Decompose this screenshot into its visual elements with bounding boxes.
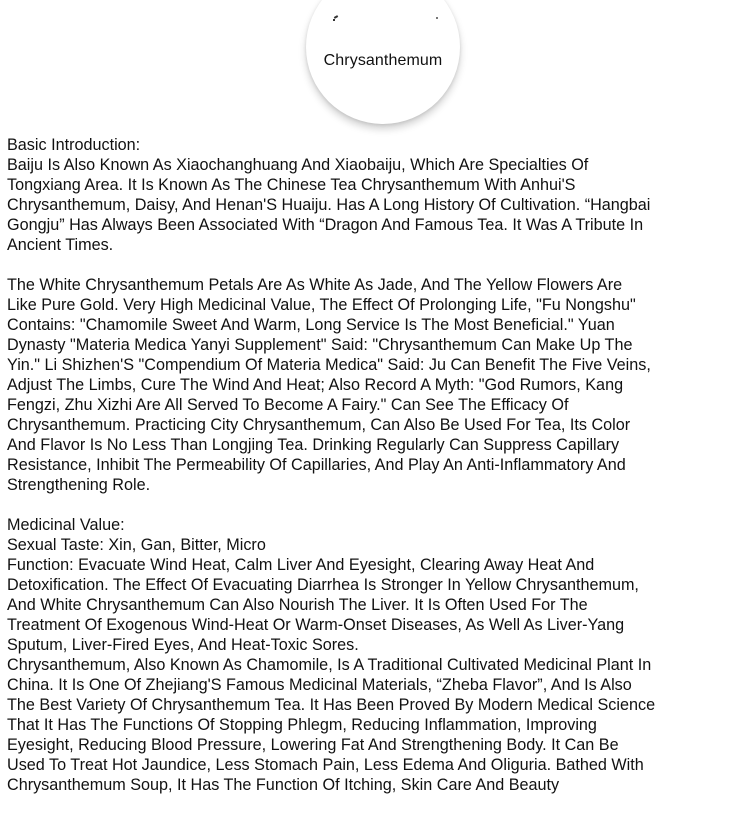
article-body xyxy=(7,135,745,795)
text-line: Detoxification. The Effect Of Evacuating Diarrhea Is Stronger In Yellow Chrysanthemum, xyxy=(7,576,639,594)
paragraph-spacer xyxy=(7,495,745,515)
text-line: Eyesight, Reducing Blood Pressure, Lowering Fat And Strengthening Body. It Can Be xyxy=(7,736,619,754)
text-line: Dynasty "Materia Medica Yanyi Supplement" Said: "Chrysanthemum Can Make Up The xyxy=(7,336,633,354)
text-line: The White Chrysanthemum Petals Are As White As Jade, And The Yellow Flowers Are xyxy=(7,276,623,294)
text-line: Adjust The Limbs, Cure The Wind And Heat; Also Record A Myth: "God Rumors, Kang xyxy=(7,376,624,394)
text-line: Chrysanthemum, Also Known As Chamomile, Is A Traditional Cultivated Medicinal Plant In xyxy=(7,656,652,674)
text-line: Like Pure Gold. Very High Medicinal Value, The Effect Of Prolonging Life, "Fu Nongshu" xyxy=(7,296,636,314)
speck-mark xyxy=(436,17,438,19)
text-line: And White Chrysanthemum Can Also Nourish The Liver. It Is Often Used For The xyxy=(7,596,588,614)
text-line: That It Has The Functions Of Stopping Phlegm, Reducing Inflammation, Improving xyxy=(7,716,597,734)
text-line: China. It Is One Of Zhejiang'S Famous Medicinal Materials, “Zheba Flavor”, And Is Also xyxy=(7,676,632,694)
text-line: The Best Variety Of Chrysanthemum Tea. It Has Been Proved By Modern Medical Science xyxy=(7,696,656,714)
text-line: Yin." Li Shizhen'S "Compendium Of Materia Medica" Said: Ju Can Benefit The Five Veins, xyxy=(7,356,651,374)
text-line: Basic Introduction: xyxy=(7,136,141,154)
text-line: Chrysanthemum, Daisy, And Henan'S Huaiju. Has A Long History Of Cultivation. “Hangbai xyxy=(7,196,651,214)
paragraph-spacer xyxy=(7,255,745,275)
text-line: Sputum, Liver-Fired Eyes, And Heat-Toxic Sores. xyxy=(7,636,359,654)
paragraph xyxy=(7,135,745,255)
text-line: Tongxiang Area. It Is Known As The Chinese Tea Chrysanthemum With Anhui'S xyxy=(7,176,576,194)
text-line: Function: Evacuate Wind Heat, Calm Liver And Eyesight, Clearing Away Heat And xyxy=(7,556,595,574)
text-line: Sexual Taste: Xin, Gan, Bitter, Micro xyxy=(7,536,266,554)
text-line: Strengthening Role. xyxy=(7,476,151,494)
text-line: Used To Treat Hot Jaundice, Less Stomach Pain, Less Edema And Oliguria. Bathed With xyxy=(7,756,644,774)
page-title: Chrysanthemum xyxy=(323,52,443,69)
paragraph xyxy=(7,515,745,795)
text-line: Fengzi, Zhu Xizhi Are All Served To Become A Fairy." Can See The Efficacy Of xyxy=(7,396,569,414)
text-line: Baiju Is Also Known As Xiaochanghuang And Xiaobaiju, Which Are Specialties Of xyxy=(7,156,589,174)
text-line: Chrysanthemum Soup, It Has The Function Of Itching, Skin Care And Beauty xyxy=(7,776,560,794)
text-line: Chrysanthemum. Practicing City Chrysanthemum, Can Also Be Used For Tea, Its Color xyxy=(7,416,631,434)
text-line: Resistance, Inhibit The Permeability Of Capillaries, And Play An Anti-Inflammatory And xyxy=(7,456,626,474)
paragraph xyxy=(7,275,745,495)
text-line: Contains: "Chamomile Sweet And Warm, Long Service Is The Most Beneficial." Yuan xyxy=(7,316,615,334)
text-line: Gongju” Has Always Been Associated With “Dragon And Famous Tea. It Was A Tribute In xyxy=(7,216,644,234)
text-line: Medicinal Value: xyxy=(7,516,125,534)
text-line: And Flavor Is No Less Than Longjing Tea. Drinking Regularly Can Suppress Capillary xyxy=(7,436,620,454)
speck-mark xyxy=(333,19,335,21)
text-line: Ancient Times. xyxy=(7,236,114,254)
header xyxy=(0,0,750,135)
text-line: Treatment Of Exogenous Wind-Heat Or Warm-Onset Diseases, As Well As Liver-Yang xyxy=(7,616,625,634)
